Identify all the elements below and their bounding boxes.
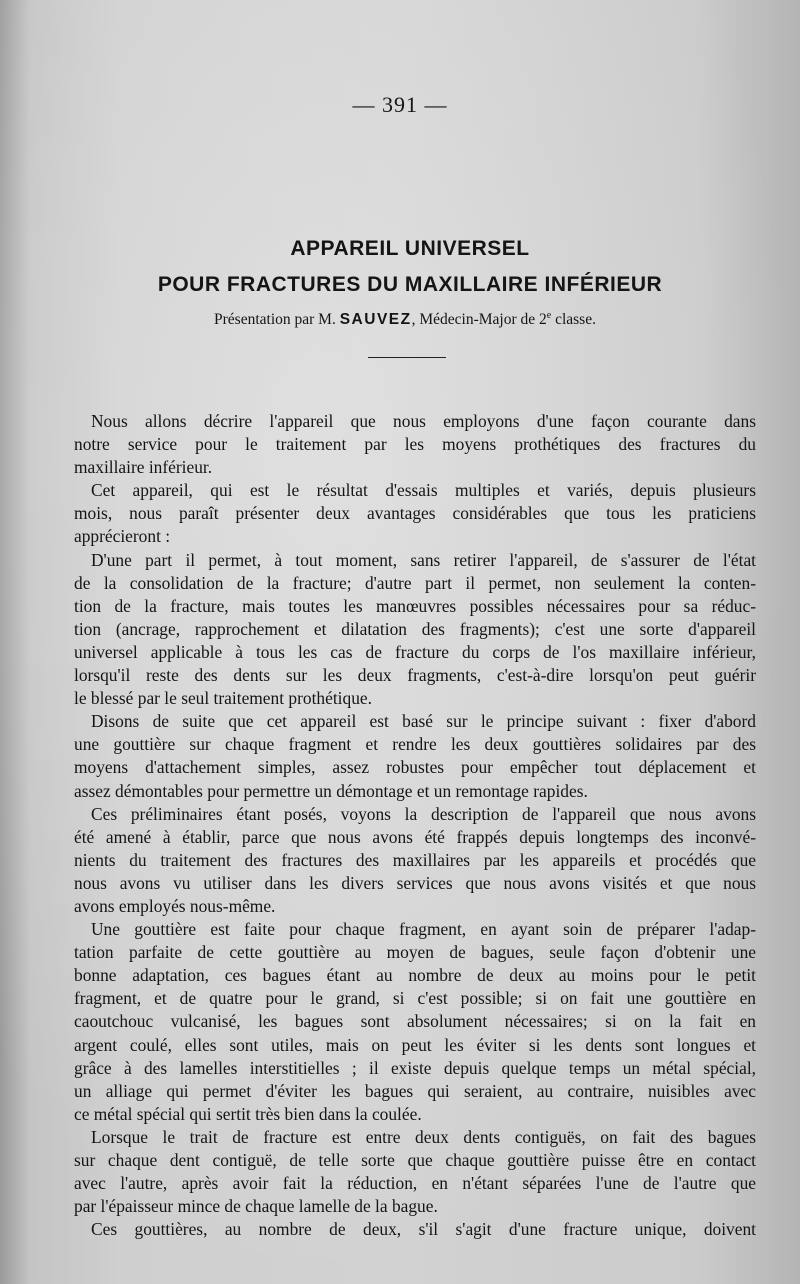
byline xyxy=(0,310,800,329)
article-title-line-1: APPAREIL UNIVERSEL xyxy=(290,237,530,260)
text-line: lorsqu'il reste des dents sur les deux fragments, c'est-à-dire lorsqu'on peut guérir xyxy=(74,665,756,686)
text-line: par l'épaisseur mince de chaque lamelle de la bague. xyxy=(74,1196,438,1217)
text-line: apprécieront : xyxy=(74,526,171,547)
byline-prefix: Présentation par M. xyxy=(214,311,336,329)
text-line: ce métal spécial qui sertit très bien dans la coulée. xyxy=(74,1103,422,1124)
text-line: sur chaque dent contiguë, de telle sorte que chaque gouttière puisse être en contact xyxy=(74,1150,756,1170)
text-line: avons employés nous-même. xyxy=(74,895,276,916)
paragraph xyxy=(74,1218,756,1241)
paragraph xyxy=(74,803,756,918)
text-line: moyens d'attachement simples, assez robustes pour empêcher tout déplacement et xyxy=(74,757,756,778)
paragraph xyxy=(74,918,756,1126)
text-line: Cet appareil, qui est le résultat d'essais multiples et variés, depuis plusieurs xyxy=(91,480,756,501)
text-line: tion de la fracture, mais toutes les manœuvres possibles nécessaires pour sa réduc- xyxy=(74,595,756,616)
text-line: avec l'autre, après avoir fait la réduction, en n'étant séparées l'une de l'autre que xyxy=(74,1173,756,1194)
text-line: D'une part il permet, à tout moment, sans retirer l'appareil, de s'assurer de l'état xyxy=(91,549,756,570)
text-line: tation parfaite de cette gouttière au moyen de bagues, seule façon d'obtenir une xyxy=(74,942,756,963)
text-line: fragment, et de quatre pour le grand, si c'est possible; si on fait une gouttière en xyxy=(74,988,756,1009)
text-line: universel applicable à tous les cas de fracture du corps de l'os maxillaire inférieur, xyxy=(74,641,756,662)
paragraph xyxy=(74,549,756,711)
text-line: été amené à établir, parce que nous avons été frappés depuis longtemps des inconvé- xyxy=(74,826,756,847)
text-line: le blessé par le seul traitement prothétique. xyxy=(74,688,372,709)
text-line: Disons de suite que cet appareil est basé sur le principe suivant : fixer d'abord xyxy=(91,711,756,732)
text-line: une gouttière sur chaque fragment et rendre les deux gouttières solidaires par des xyxy=(74,734,756,755)
text-line: Lorsque le trait de fracture est entre deux dents contiguës, on fait des bagues xyxy=(91,1126,756,1147)
text-line: caoutchouc vulcanisé, les bagues sont absolument nécessaires; si on la fait en xyxy=(74,1011,756,1032)
article-body xyxy=(74,410,756,1241)
paragraph xyxy=(74,410,756,479)
page-number: — 391 — xyxy=(352,92,448,117)
paragraph xyxy=(74,479,756,548)
text-line: Une gouttière est faite pour chaque fragment, en ayant soin de préparer l'adap- xyxy=(91,919,756,940)
author-name: SAUVEZ xyxy=(339,311,412,329)
byline-suffix: , Médecin-Major de 2e classe. xyxy=(411,310,596,329)
text-line: bonne adaptation, ces bagues étant au nombre de deux au moins pour le petit xyxy=(74,965,756,986)
text-line: mois, nous paraît présenter deux avantages considérables que tous les praticiens xyxy=(74,503,756,524)
article-title-line-2: POUR FRACTURES DU MAXILLAIRE INFÉRIEUR xyxy=(157,273,663,296)
text-line: notre service pour le traitement par les moyens prothétiques des fractures du xyxy=(74,434,756,455)
text-line: Ces gouttières, au nombre de deux, s'il s'agit d'une fracture unique, doivent xyxy=(91,1219,756,1240)
text-line: grâce à des lamelles interstitielles ; il existe depuis quelque temps un métal spécial, xyxy=(74,1057,756,1078)
text-line: nients du traitement des fractures des maxillaires par les appareils et procédés que xyxy=(74,849,756,870)
text-line: assez démontables pour permettre un démontage et un remontage rapides. xyxy=(74,780,588,801)
paragraph xyxy=(74,1126,756,1218)
text-line: Ces préliminaires étant posés, voyons la description de l'appareil que nous avons xyxy=(91,803,756,824)
text-line: maxillaire inférieur. xyxy=(74,457,213,478)
text-line: nous avons vu utiliser dans les divers services que nous avons visités et que nous xyxy=(74,872,756,893)
title-divider xyxy=(368,357,446,358)
text-line: argent coulé, elles sont utiles, mais on peut les éviter si les dents sont longues et xyxy=(74,1034,756,1055)
text-line: de la consolidation de la fracture; d'autre part il permet, non seulement la conten- xyxy=(74,572,756,593)
text-line: tion (ancrage, rapprochement et dilatation des fragments); c'est une sorte d'appareil xyxy=(74,618,756,639)
text-line: Nous allons décrire l'appareil que nous employons d'une façon courante dans xyxy=(91,411,756,431)
text-line: un alliage qui permet d'éviter les bagues qui seraient, au contraire, nuisibles avec xyxy=(74,1080,756,1101)
paragraph xyxy=(74,710,756,802)
